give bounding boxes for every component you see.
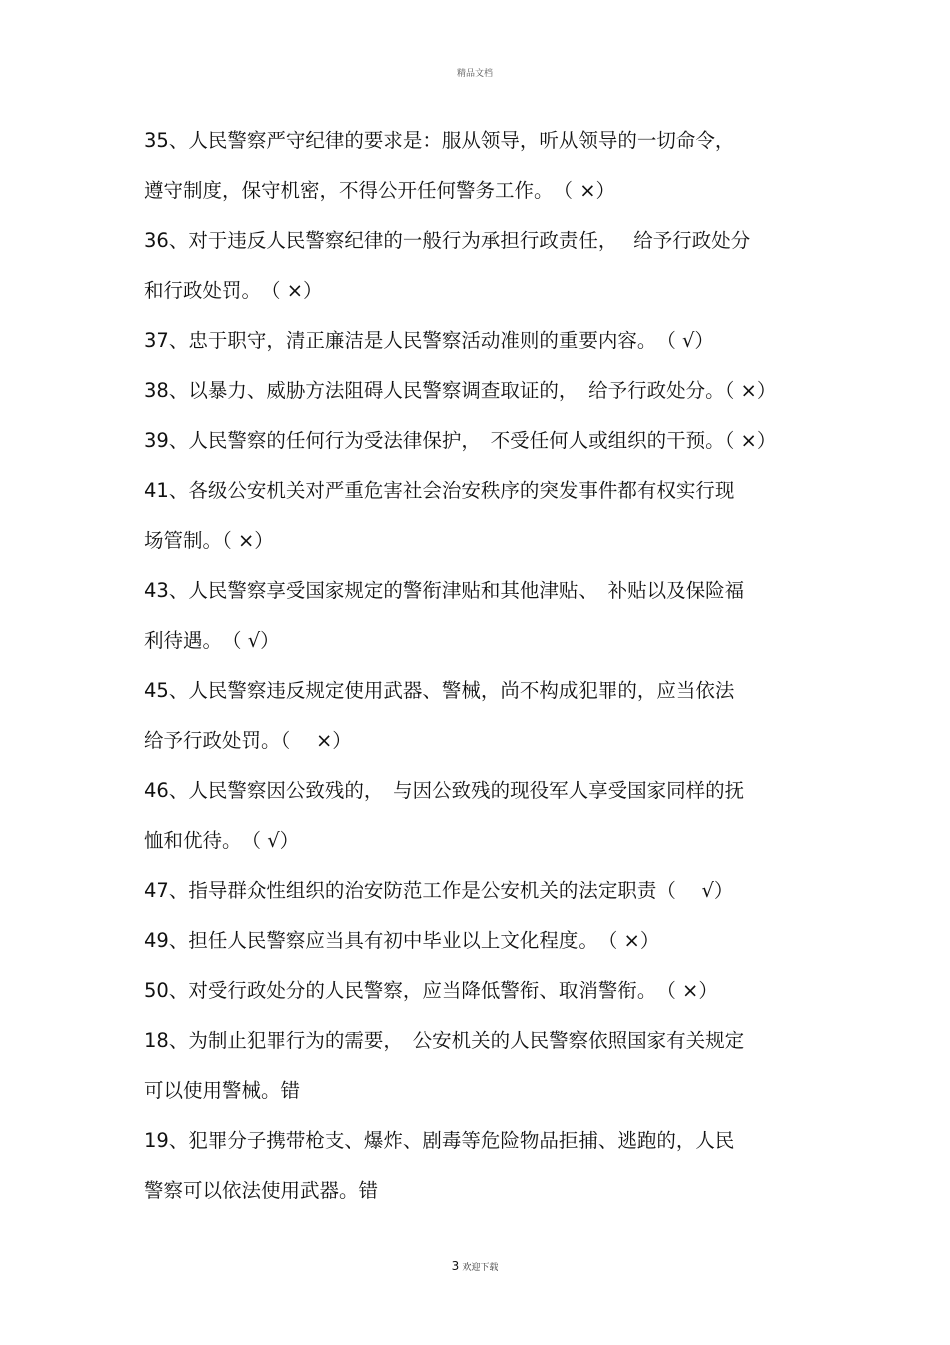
text-line: 18、为制止犯罪行为的需要， 公安机关的人民警察依照国家有关规定 bbox=[144, 1029, 745, 1052]
page-number: 3 bbox=[451, 1259, 460, 1273]
text-line: 遵守制度，保守机密，不得公开任何警务工作。 （ ×） bbox=[144, 179, 616, 202]
text-line: 41、各级公安机关对严重危害社会治安秩序的突发事件都有权实行现 bbox=[144, 479, 735, 502]
text-line: 37、忠于职守，清正廉洁是人民警察活动准则的重要内容。 （ √） bbox=[144, 329, 714, 352]
page-header: 精品文档 bbox=[456, 69, 493, 79]
text-line: 恤和优待。 （ √） bbox=[144, 829, 300, 852]
text-line: 38、以暴力、威胁方法阻碍人民警察调查取证的， 给予行政处分。（ ×） bbox=[144, 379, 777, 402]
text-line: 49、担任人民警察应当具有初中毕业以上文化程度。 （ ×） bbox=[144, 929, 660, 952]
text-line: 47、指导群众性组织的治安防范工作是公安机关的法定职责（ √） bbox=[144, 879, 734, 902]
text-line: 和行政处罚。 （ ×） bbox=[144, 279, 323, 302]
text-line: 19、犯罪分子携带枪支、爆炸、剧毒等危险物品拒捕、逃跑的，人民 bbox=[144, 1129, 735, 1152]
text-line: 50、对受行政处分的人民警察，应当降低警衔、取消警衔。 （ ×） bbox=[144, 979, 718, 1002]
page-footer bbox=[0, 1259, 950, 1273]
text-line: 利待遇。 （ √） bbox=[144, 629, 280, 652]
text-line: 35、人民警察严守纪律的要求是：服从领导，听从领导的一切命令， bbox=[144, 129, 735, 152]
text-line: 43、人民警察享受国家规定的警衔津贴和其他津贴、 补贴以及保险福 bbox=[144, 579, 745, 602]
text-line: 给予行政处罚。（ ×） bbox=[144, 729, 352, 752]
text-line: 可以使用警械。错 bbox=[144, 1079, 301, 1102]
footer-text: 欢迎下载 bbox=[462, 1263, 499, 1273]
text-line: 警察可以依法使用武器。错 bbox=[144, 1179, 379, 1202]
text-line: 39、人民警察的任何行为受法律保护， 不受任何人或组织的干预。（ ×） bbox=[144, 429, 777, 452]
text-line: 场管制。（ ×） bbox=[144, 529, 274, 552]
text-line: 45、人民警察违反规定使用武器、警械，尚不构成犯罪的，应当依法 bbox=[144, 679, 735, 702]
document-body bbox=[144, 122, 824, 1222]
text-line: 36、对于违反人民警察纪律的一般行为承担行政责任， 给予行政处分 bbox=[144, 229, 751, 252]
text-line: 46、人民警察因公致残的， 与因公致残的现役军人享受国家同样的抚 bbox=[144, 779, 745, 802]
